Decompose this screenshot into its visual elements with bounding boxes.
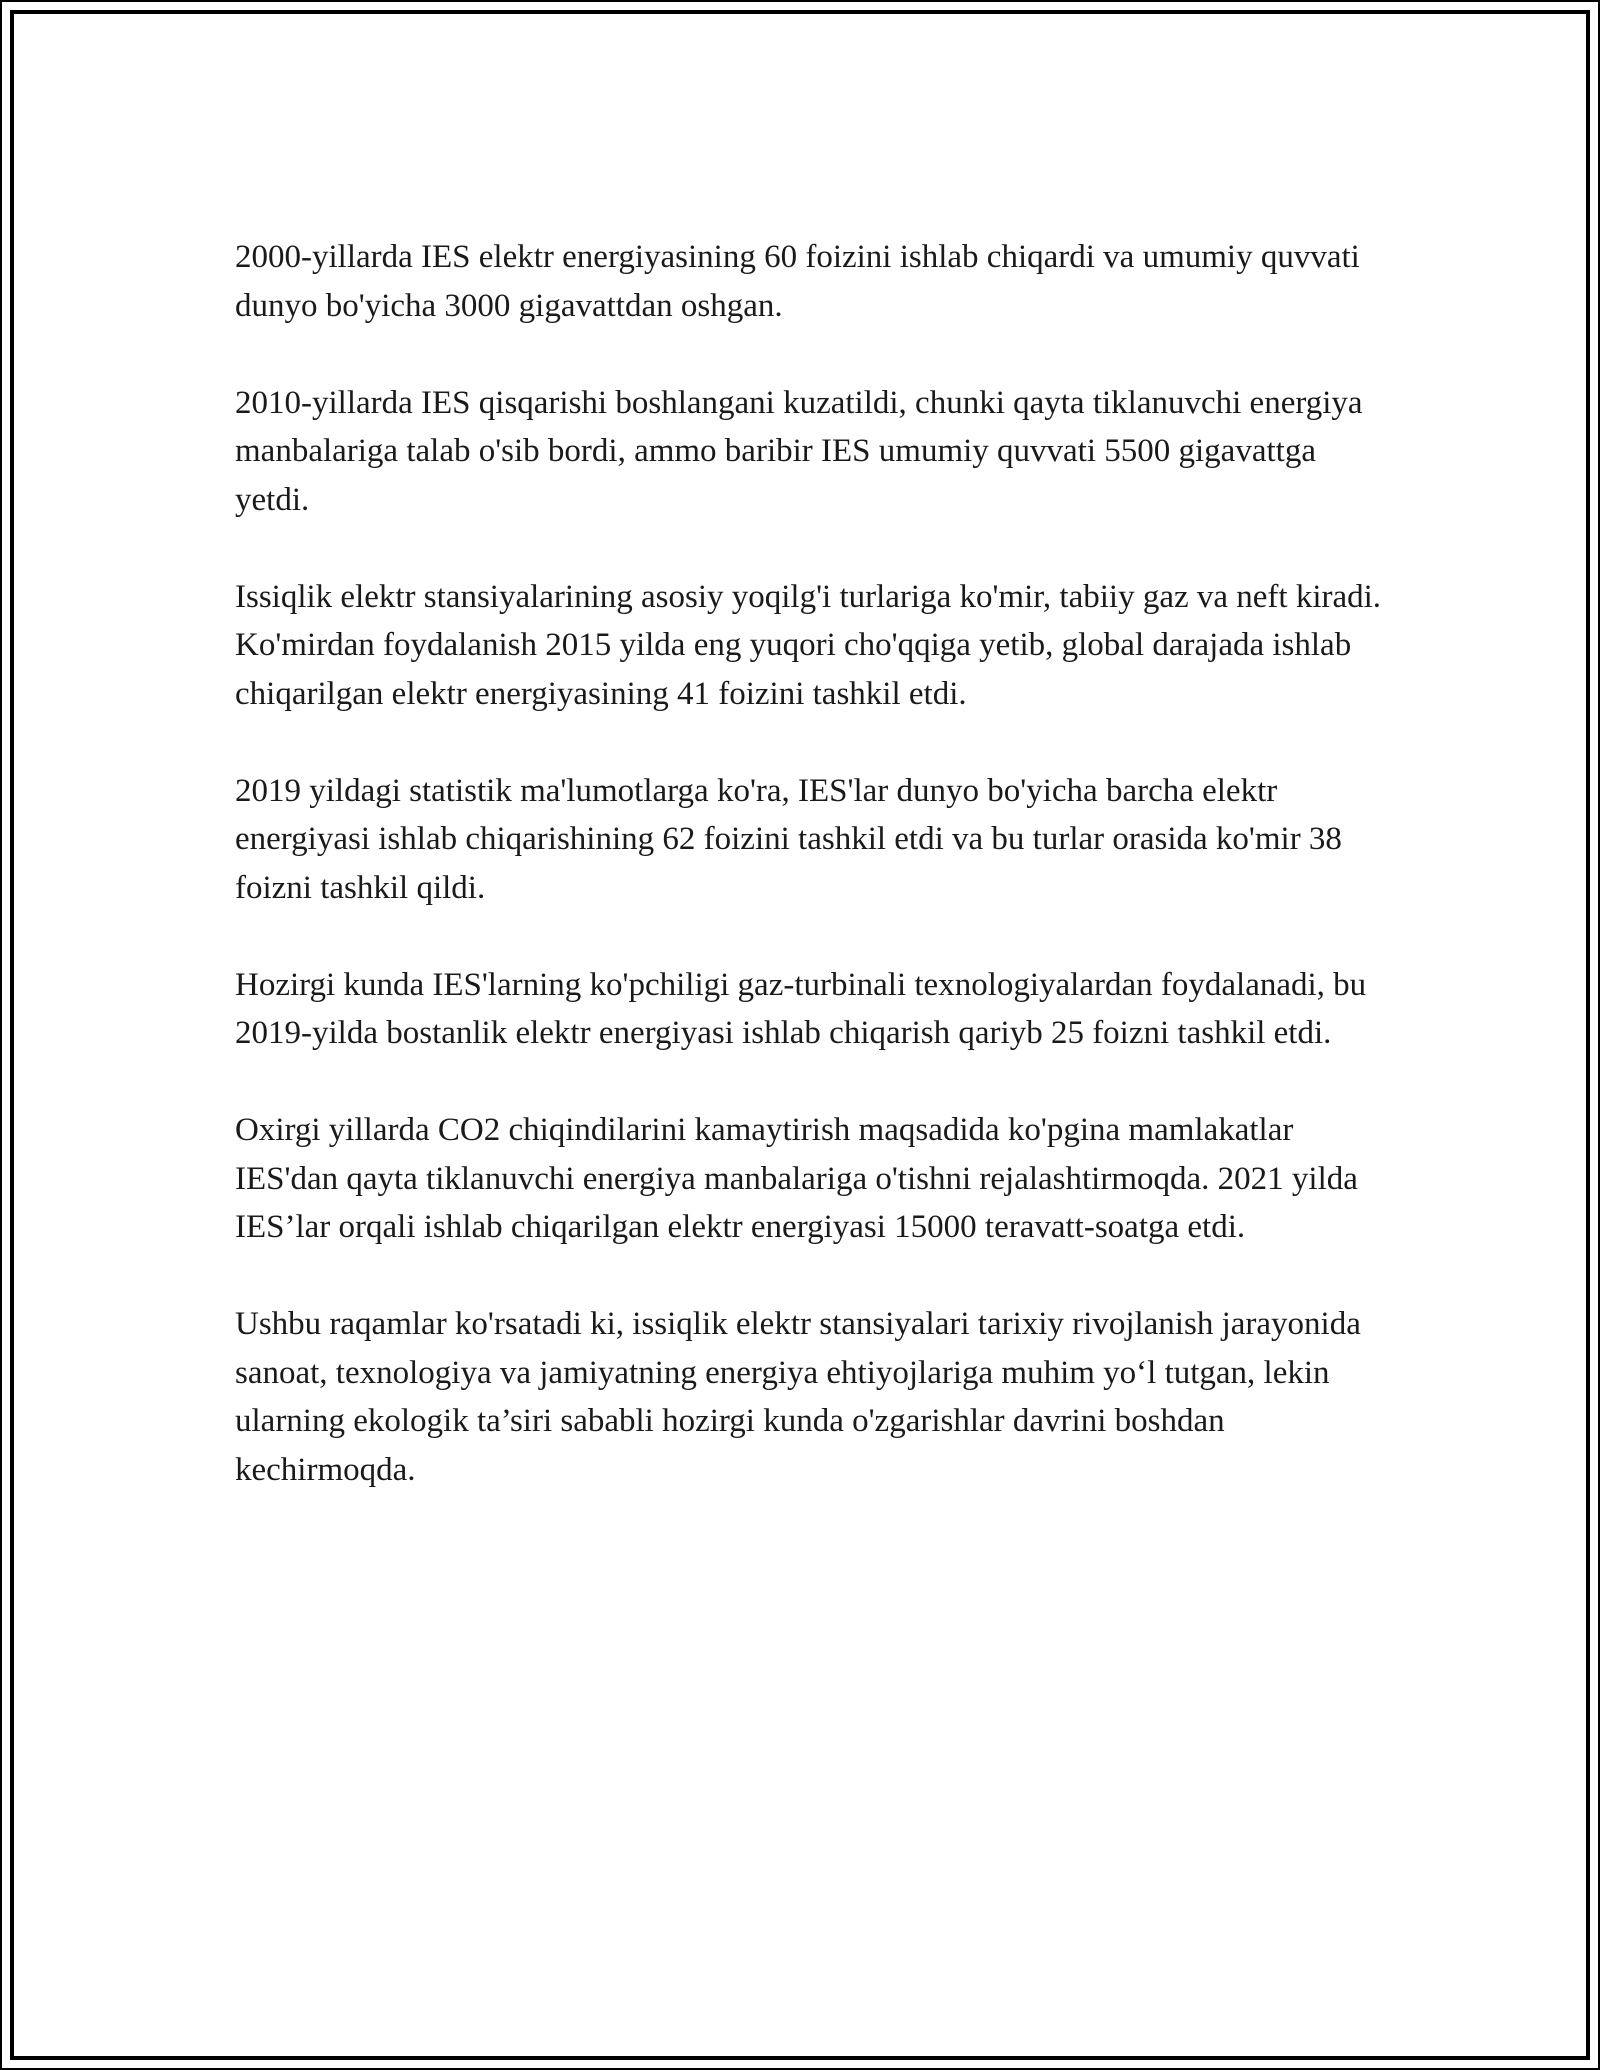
paragraph-2: 2010-yillarda IES qisqarishi boshlangani kuzatildi, chunki qayta tiklanuvchi energiya manbalariga talab o'sib bordi, ammo baribir IES umumiy quvvati 5500 gigavattga yetdi. xyxy=(235,384,1363,518)
paragraph-6: Oxirgi yillarda CO2 chiqindilarini kamaytirish maqsadida ko'pgina mamlakatlar IES'dan qayta tiklanuvchi energiya manbalariga o'tishni rejalashtirmoqda. 2021 yilda IES’lar orqali ishlab chiqarilgan elektr energiyasi 15000 teravatt-soatga etdi. xyxy=(235,1112,1358,1245)
paragraph-4: 2019 yildagi statistik ma'lumotlarga ko'ra, IES'lar dunyo bo'yicha barcha elektr energiyasi ishlab chiqarishining 62 foizini tashkil etdi va bu turlar orasida ko'mir 38 foizni tashkil qildi. xyxy=(235,772,1342,906)
paragraph-1: 2000-yillarda IES elektr energiyasining 60 foizini ishlab chiqardi va umumiy quvvati dunyo bo'yicha 3000 gigavattdan oshgan. xyxy=(235,239,1360,324)
paragraph-7: Ushbu raqamlar ko'rsatadi ki, issiqlik elektr stansiyalari tarixiy rivojlanish jarayonida sanoat, texnologiya va jamiyatning energiya ehtiyojlariga muhim yo‘l tutgan, lekin ularning ekologik ta’siri sababli hozirgi kunda o'zgarishlar davrini boshdan kechirmoqda. xyxy=(235,1306,1361,1488)
paragraph-5: Hozirgi kunda IES'larning ko'pchiligi gaz-turbinali texnologiyalardan foydalanadi, bu 2019-yilda bostanlik elektr energiyasi ishlab chiqarish qariyb 25 foizni tashkil etdi. xyxy=(235,966,1367,1051)
paragraph-3: Issiqlik elektr stansiyalarining asosiy yoqilg'i turlariga ko'mir, tabiiy gaz va neft kiradi. Ko'mirdan foydalanish 2015 yilda eng yuqori cho'qqiga yetib, global darajada ishlab chiqarilgan elektr energiyasining 41 foizini tashkil etdi. xyxy=(235,578,1382,712)
document-body xyxy=(235,233,1395,1543)
